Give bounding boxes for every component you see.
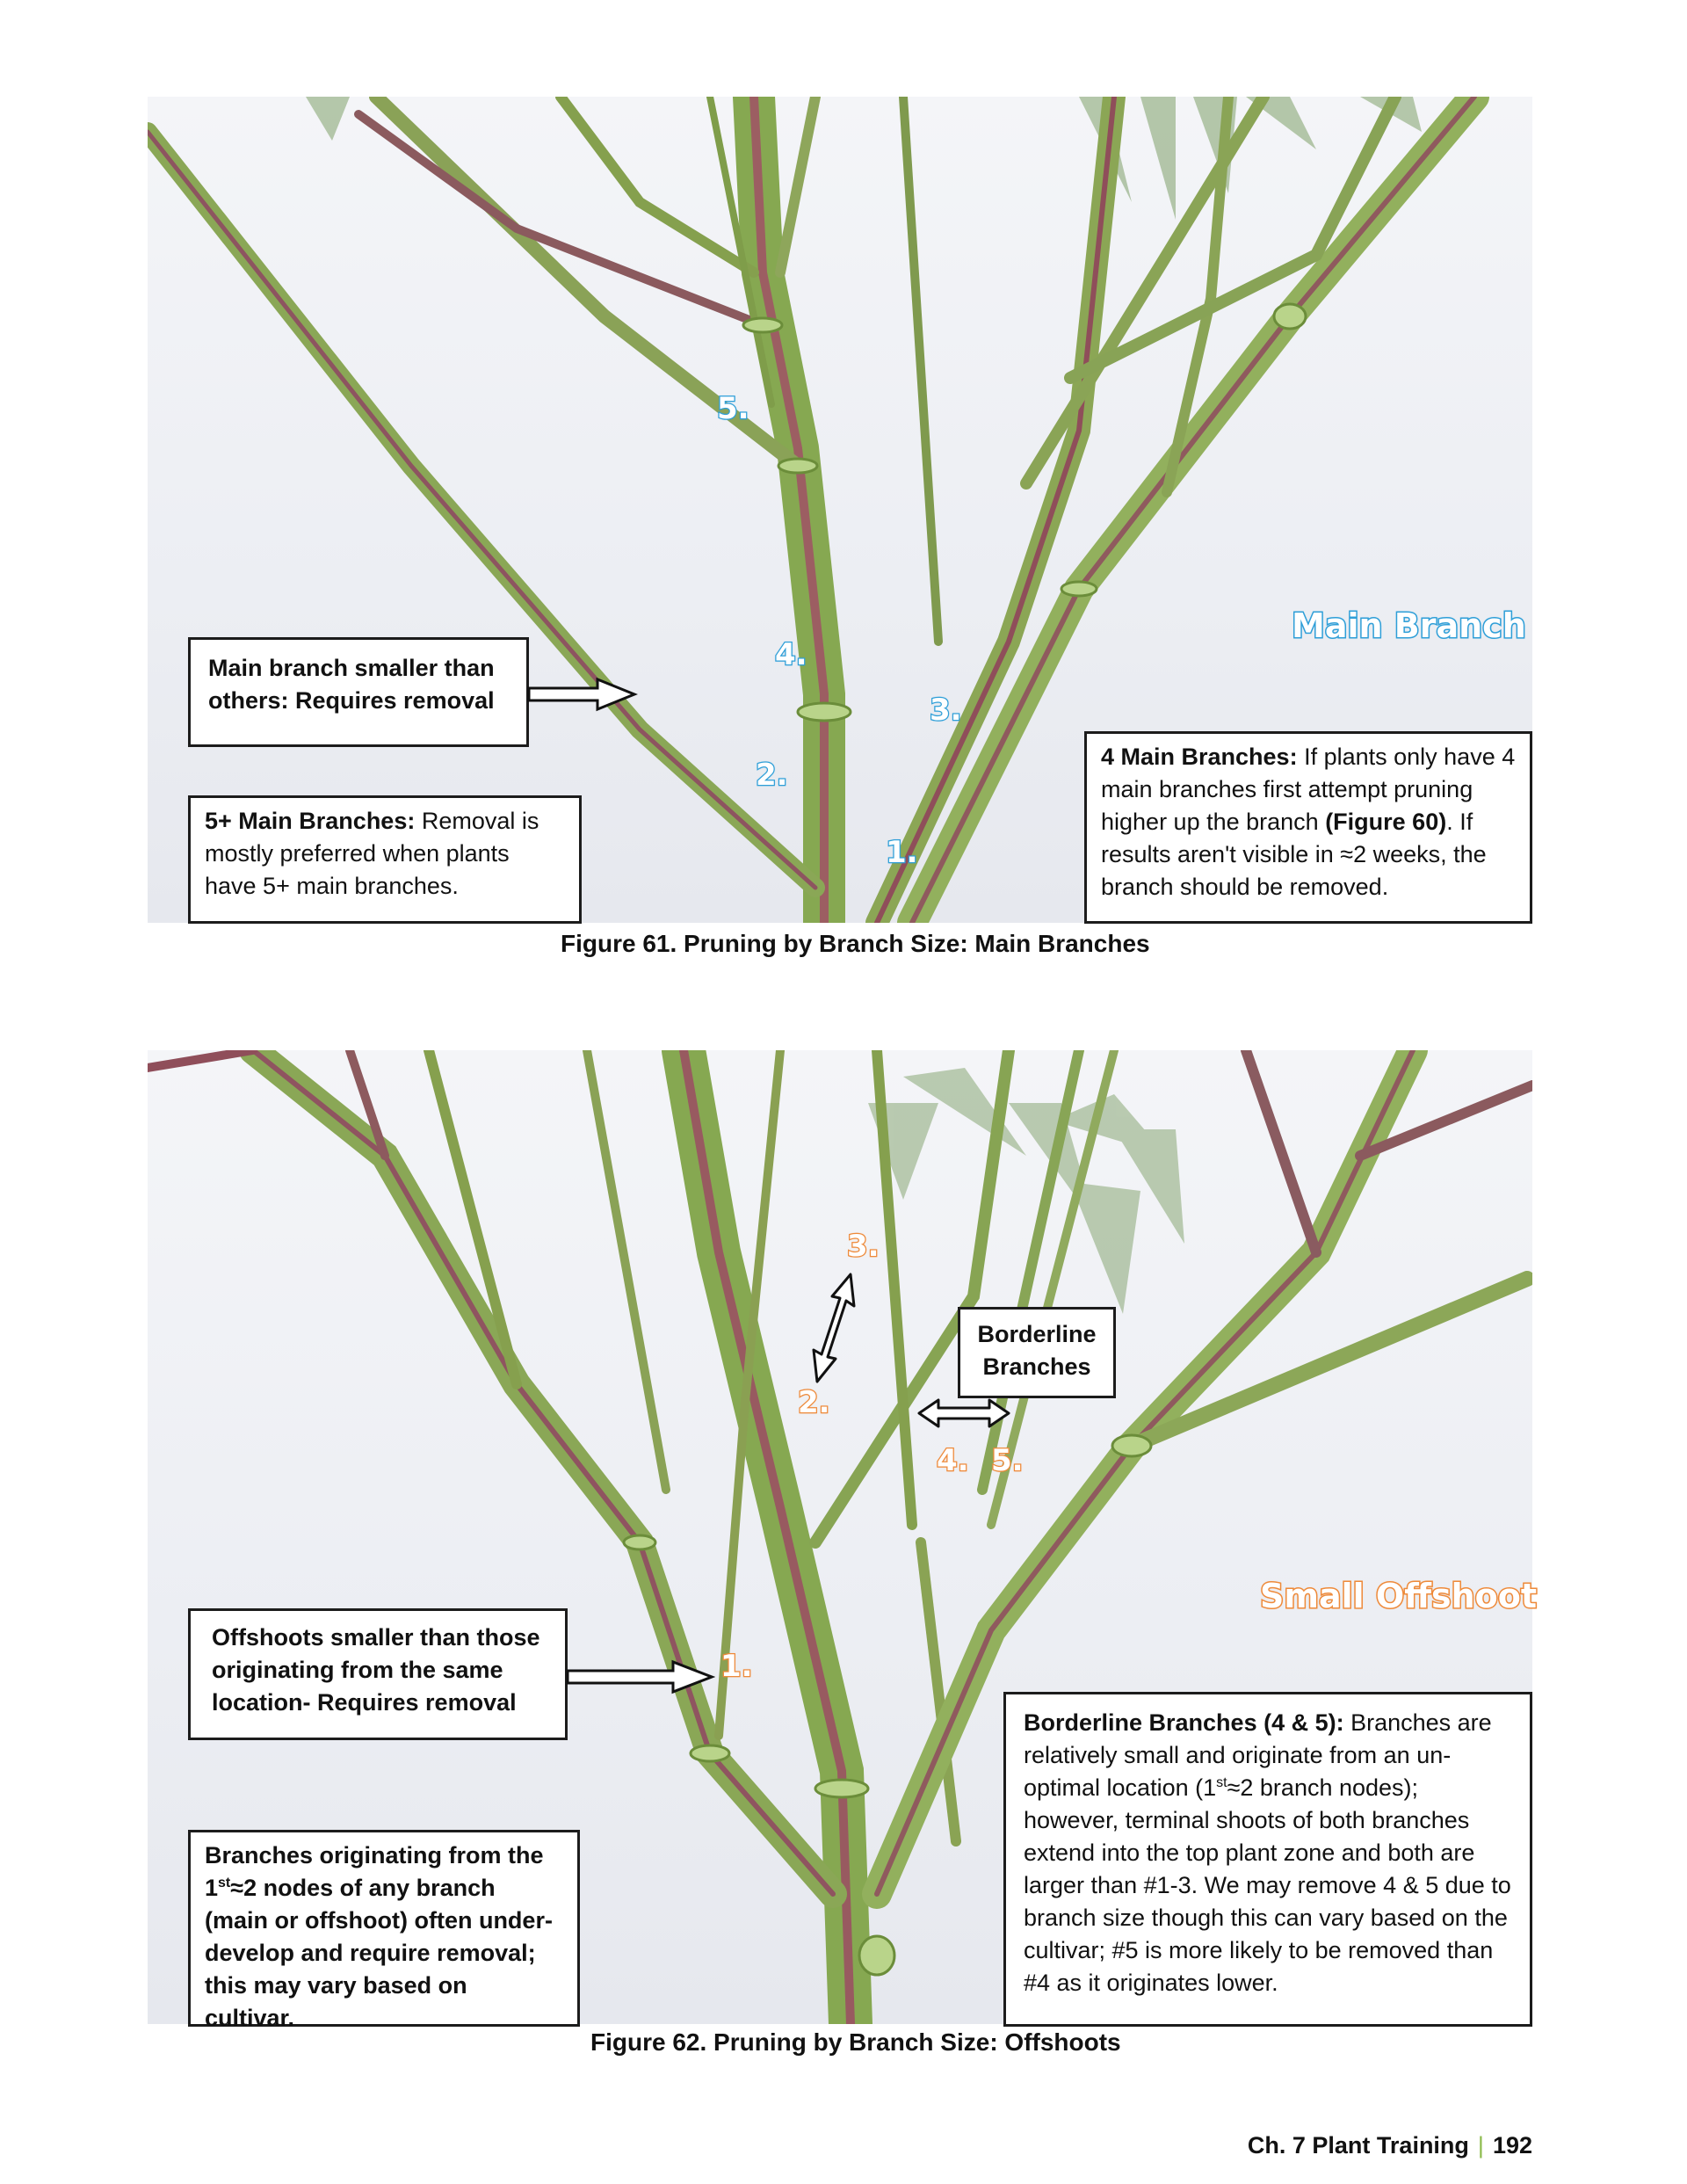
- branch-number-4: 4.: [775, 637, 807, 672]
- branch-number-1: 1.: [886, 835, 918, 870]
- small-offshoot-zone-label: Small Offshoot: [1260, 1577, 1538, 1615]
- callout-borderline-text-1: Branches are relatively small and originate from an un-optimal location (1: [1024, 1709, 1492, 1801]
- offshoot-number-2: 2.: [798, 1385, 830, 1420]
- callout-5-plus-bold: 5+ Main Branches:: [205, 808, 416, 834]
- arrow-right-icon: [566, 1659, 715, 1694]
- callout-4-bold: 4 Main Branches:: [1101, 744, 1298, 770]
- callout-5-plus-text: Removal is mostly preferred when plants have 5+ main branches.: [205, 808, 539, 899]
- callout-offshoots-smaller: [188, 1608, 568, 1740]
- branch-number-5: 5.: [717, 391, 749, 426]
- page-number: 192: [1492, 2132, 1532, 2159]
- offshoot-number-4: 4.: [937, 1443, 969, 1478]
- callout-small-main-branch-text: Main branch smaller than others: Requires removal: [208, 655, 495, 714]
- callout-early-nodes-text-1: Branches originating from the 1: [205, 1842, 544, 1901]
- branch-number-3: 3.: [930, 693, 962, 728]
- callout-borderline-bold: Borderline Branches (4 & 5):: [1024, 1709, 1344, 1736]
- main-branch-zone-label: Main Branch: [1292, 606, 1526, 645]
- figure-61-caption: Figure 61. Pruning by Branch Size: Main Branches: [561, 930, 1150, 957]
- callout-borderline-text-2: ≈2 branch nodes); however, terminal shoots of both branches extend into the top plant zone and both are larger than #1-3. We may remove 4 & 5 due to branch size though this can vary based on the cultivar; #5 is more likely to be removed than #4 as it originates lower.: [1024, 1774, 1511, 1996]
- callout-5-plus-main-branches: [188, 795, 582, 924]
- figure-62-caption: Figure 62. Pruning by Branch Size: Offshoots: [590, 2028, 1121, 2056]
- callout-early-nodes-text-2: ≈2 nodes of any branch (main or offshoot) often under-develop and require removal; this may vary based on cultivar.: [205, 1875, 553, 2031]
- footer-separator: |: [1477, 2132, 1484, 2159]
- callout-4-main-branches: [1084, 731, 1532, 924]
- arrow-right-icon: [527, 677, 641, 712]
- callout-early-nodes: [188, 1830, 580, 2031]
- chapter-title: Ch. 7 Plant Training: [1247, 2132, 1469, 2159]
- callout-offshoots-text: Offshoots smaller than those originating from the same location- Requires removal: [212, 1624, 540, 1716]
- callout-small-main-branch: [188, 637, 529, 747]
- page-footer: [1248, 2132, 1532, 2159]
- callout-borderline-tag: [958, 1307, 1116, 1398]
- double-arrow-horizontal-icon: [916, 1397, 1011, 1429]
- callout-4-text-1: If plants only have 4 main branches first attempt pruning higher up the branch: [1101, 744, 1516, 835]
- callout-early-nodes-sup: st: [218, 1876, 231, 1890]
- offshoot-number-3: 3.: [847, 1229, 880, 1264]
- offshoot-number-5: 5.: [991, 1443, 1024, 1478]
- callout-borderline-tag-text: Borderline Branches: [977, 1321, 1097, 1380]
- callout-4-figure-ref: (Figure 60): [1325, 809, 1447, 835]
- callout-borderline-sup: st: [1216, 1775, 1227, 1790]
- callout-borderline-branches: [1003, 1692, 1532, 2027]
- offshoot-number-1: 1.: [720, 1649, 753, 1684]
- double-arrow-icon: [808, 1271, 861, 1385]
- callout-4-text-2: . If results aren't visible in ≈2 weeks, the branch should be removed.: [1101, 809, 1487, 900]
- branch-number-2: 2.: [756, 758, 788, 793]
